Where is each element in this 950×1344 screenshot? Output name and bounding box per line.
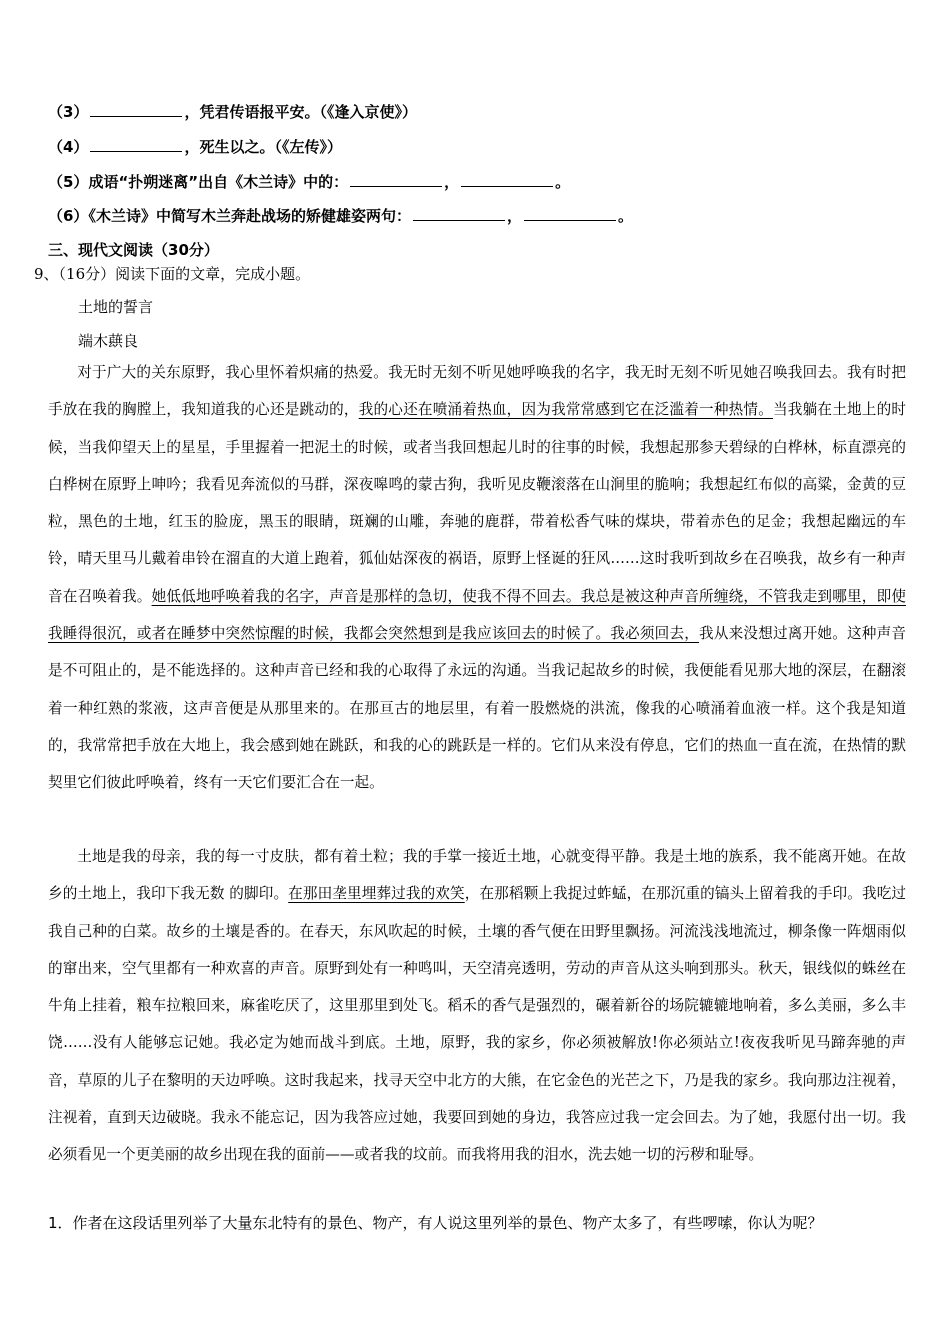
article-paragraph-1: 对于广大的关东原野，我心里怀着炽痛的热爱。我无时无刻不听见她呼唤我的名字，我无时无刻不听见她召唤我回去。我有时把手放在我的胸膛上，我知道我的心还是跳动的，我的心还在喷涌着热血，因为我常常感到它在泛滥着一种热情。当我躺在土地上的时候，当我仰望天上的星星，手里握着一把泥土的时候，或者当我回想起儿时的往事的时候，我想起那参天碧绿的白桦林，标直漂亮的白桦树在原野上呻吟；我看见奔流似的马群，深夜嗥鸣的蒙古狗，我听见皮鞭滚落在山涧里的脆响；我想起红布似的高粱，金黄的豆粒，黑色的土地，红玉的脸庞，黑玉的眼睛，斑斓的山雕，奔驰的鹿群，带着松香气味的煤块，带着赤色的足金；我想起幽远的车铃，晴天里马儿戴着串铃在溜直的大道上跑着，狐仙姑深夜的祸语，原野上怪诞的狂风……这时我听到故乡在召唤我，故乡有一种声音在召唤着我。她低低地呼唤着我的名字，声音是那样的急切，使我不得不回去。我总是被这种声音所缠绕，不管我走到哪里，即使我睡得很沉，或者在睡梦中突然惊醒的时候，我都会突然想到是我应该回去的时候了。我必须回去，我从来没想过离开她。这种声音是不可阻止的，是不能选择的。这种声音已经和我的心取得了永远的沟通。当我记起故乡的时候，我便能看见那大地的深层，在翻滚着一种红熟的浆液，这声音便是从那里来的。在那亘古的地层里，有着一股燃烧的洪流，像我的心喷涌着血液一样。这个我是知道的，我常常把手放在大地上，我会感到她在跳跃，和我的心的跳跃是一样的。它们从来没有停息，它们的热血一直在流，在热情的默契里它们彼此呼唤着，终有一天它们要汇合在一起。: [48, 364, 906, 792]
underlined-sentence: 我的心还在喷涌着热血，因为我常常感到它在泛滥着一种热情。: [358, 401, 774, 419]
answer-blank[interactable]: [350, 172, 442, 187]
underlined-sentence: 在那田垄里埋葬过我的欢笑: [288, 885, 465, 903]
fill-in-item-6: （6）《木兰诗》中简写木兰奔赴战场的矫健雄姿两句： ， 。: [48, 207, 633, 225]
underlined-sentence: 她低低地呼唤着我的名字，声音是那样的急切，使我不得不回去。我总是被这种声音所缠绕，不管我走到哪里，即使我睡得很沉，或者在睡梦中突然惊醒的时候，我都会突然想到是我应该回去的时候了。我必须回去，: [48, 587, 906, 643]
fill-in-item-3: （3） ，凭君传语报平安。（《逢入京使》）: [48, 103, 417, 121]
article-author: 端木蕻良: [78, 332, 139, 350]
answer-blank[interactable]: [461, 172, 553, 187]
question-1: 1．作者在这段话里列举了大量东北特有的景色、物产，有人说这里列举的景色、物产太多了，有些啰嗦，你认为呢？: [48, 1214, 823, 1232]
answer-blank[interactable]: [90, 102, 182, 117]
fill-in-item-5: （5）成语“扑朔迷离”出自《木兰诗》中的： ， 。: [48, 173, 571, 191]
answer-blank[interactable]: [413, 206, 505, 221]
fill-in-item-4: （4） ，死生以之。（《左传》）: [48, 138, 342, 156]
answer-blank[interactable]: [90, 137, 182, 152]
article-title: 土地的誓言: [78, 298, 154, 316]
article-paragraph-2: 土地是我的母亲，我的每一寸皮肤，都有着土粒；我的手掌一接近土地，心就变得平静。我是土地的族系，我不能离开她。在故乡的土地上，我印下我无数 的脚印。在那田垄里埋葬过我的欢笑，在那稻颗上我捉过蚱蜢，在那沉重的镐头上留着我的手印。我吃过我自己种的白菜。故乡的土壤是香的。在春天，东风吹起的时候，土壤的香气便在田野里飘扬。河流浅浅地流过，柳条像一阵烟雨似的窜出来，空气里都有一种欢喜的声音。原野到处有一种鸣叫，天空清亮透明，劳动的声音从这头响到那头。秋天，银线似的蛛丝在牛角上挂着，粮车拉粮回来，麻雀吃厌了，这里那里到处飞。稻禾的香气是强烈的，碾着新谷的场院辘辘地响着，多么美丽，多么丰饶……没有人能够忘记她。我必定为她而战斗到底。土地，原野，我的家乡，你必须被解放!你必须站立!夜夜我听见马蹄奔驰的声音，草原的儿子在黎明的天边呼唤。这时我起来，找寻天空中北方的大熊，在它金色的光芒之下，乃是我的家乡。我向那边注视着，注视着，直到天边破晓。我永不能忘记，因为我答应过她，我要回到她的身边，我答应过我一定会回去。为了她，我愿付出一切。我必须看见一个更美丽的故乡出现在我的面前——或者我的坟前。而我将用我的泪水，洗去她一切的污秽和耻辱。: [48, 848, 906, 1164]
question-intro: 9、（16分）阅读下面的文章，完成小题。: [34, 265, 311, 283]
answer-blank[interactable]: [524, 206, 616, 221]
section-title: 三、现代文阅读（30分）: [48, 241, 219, 259]
